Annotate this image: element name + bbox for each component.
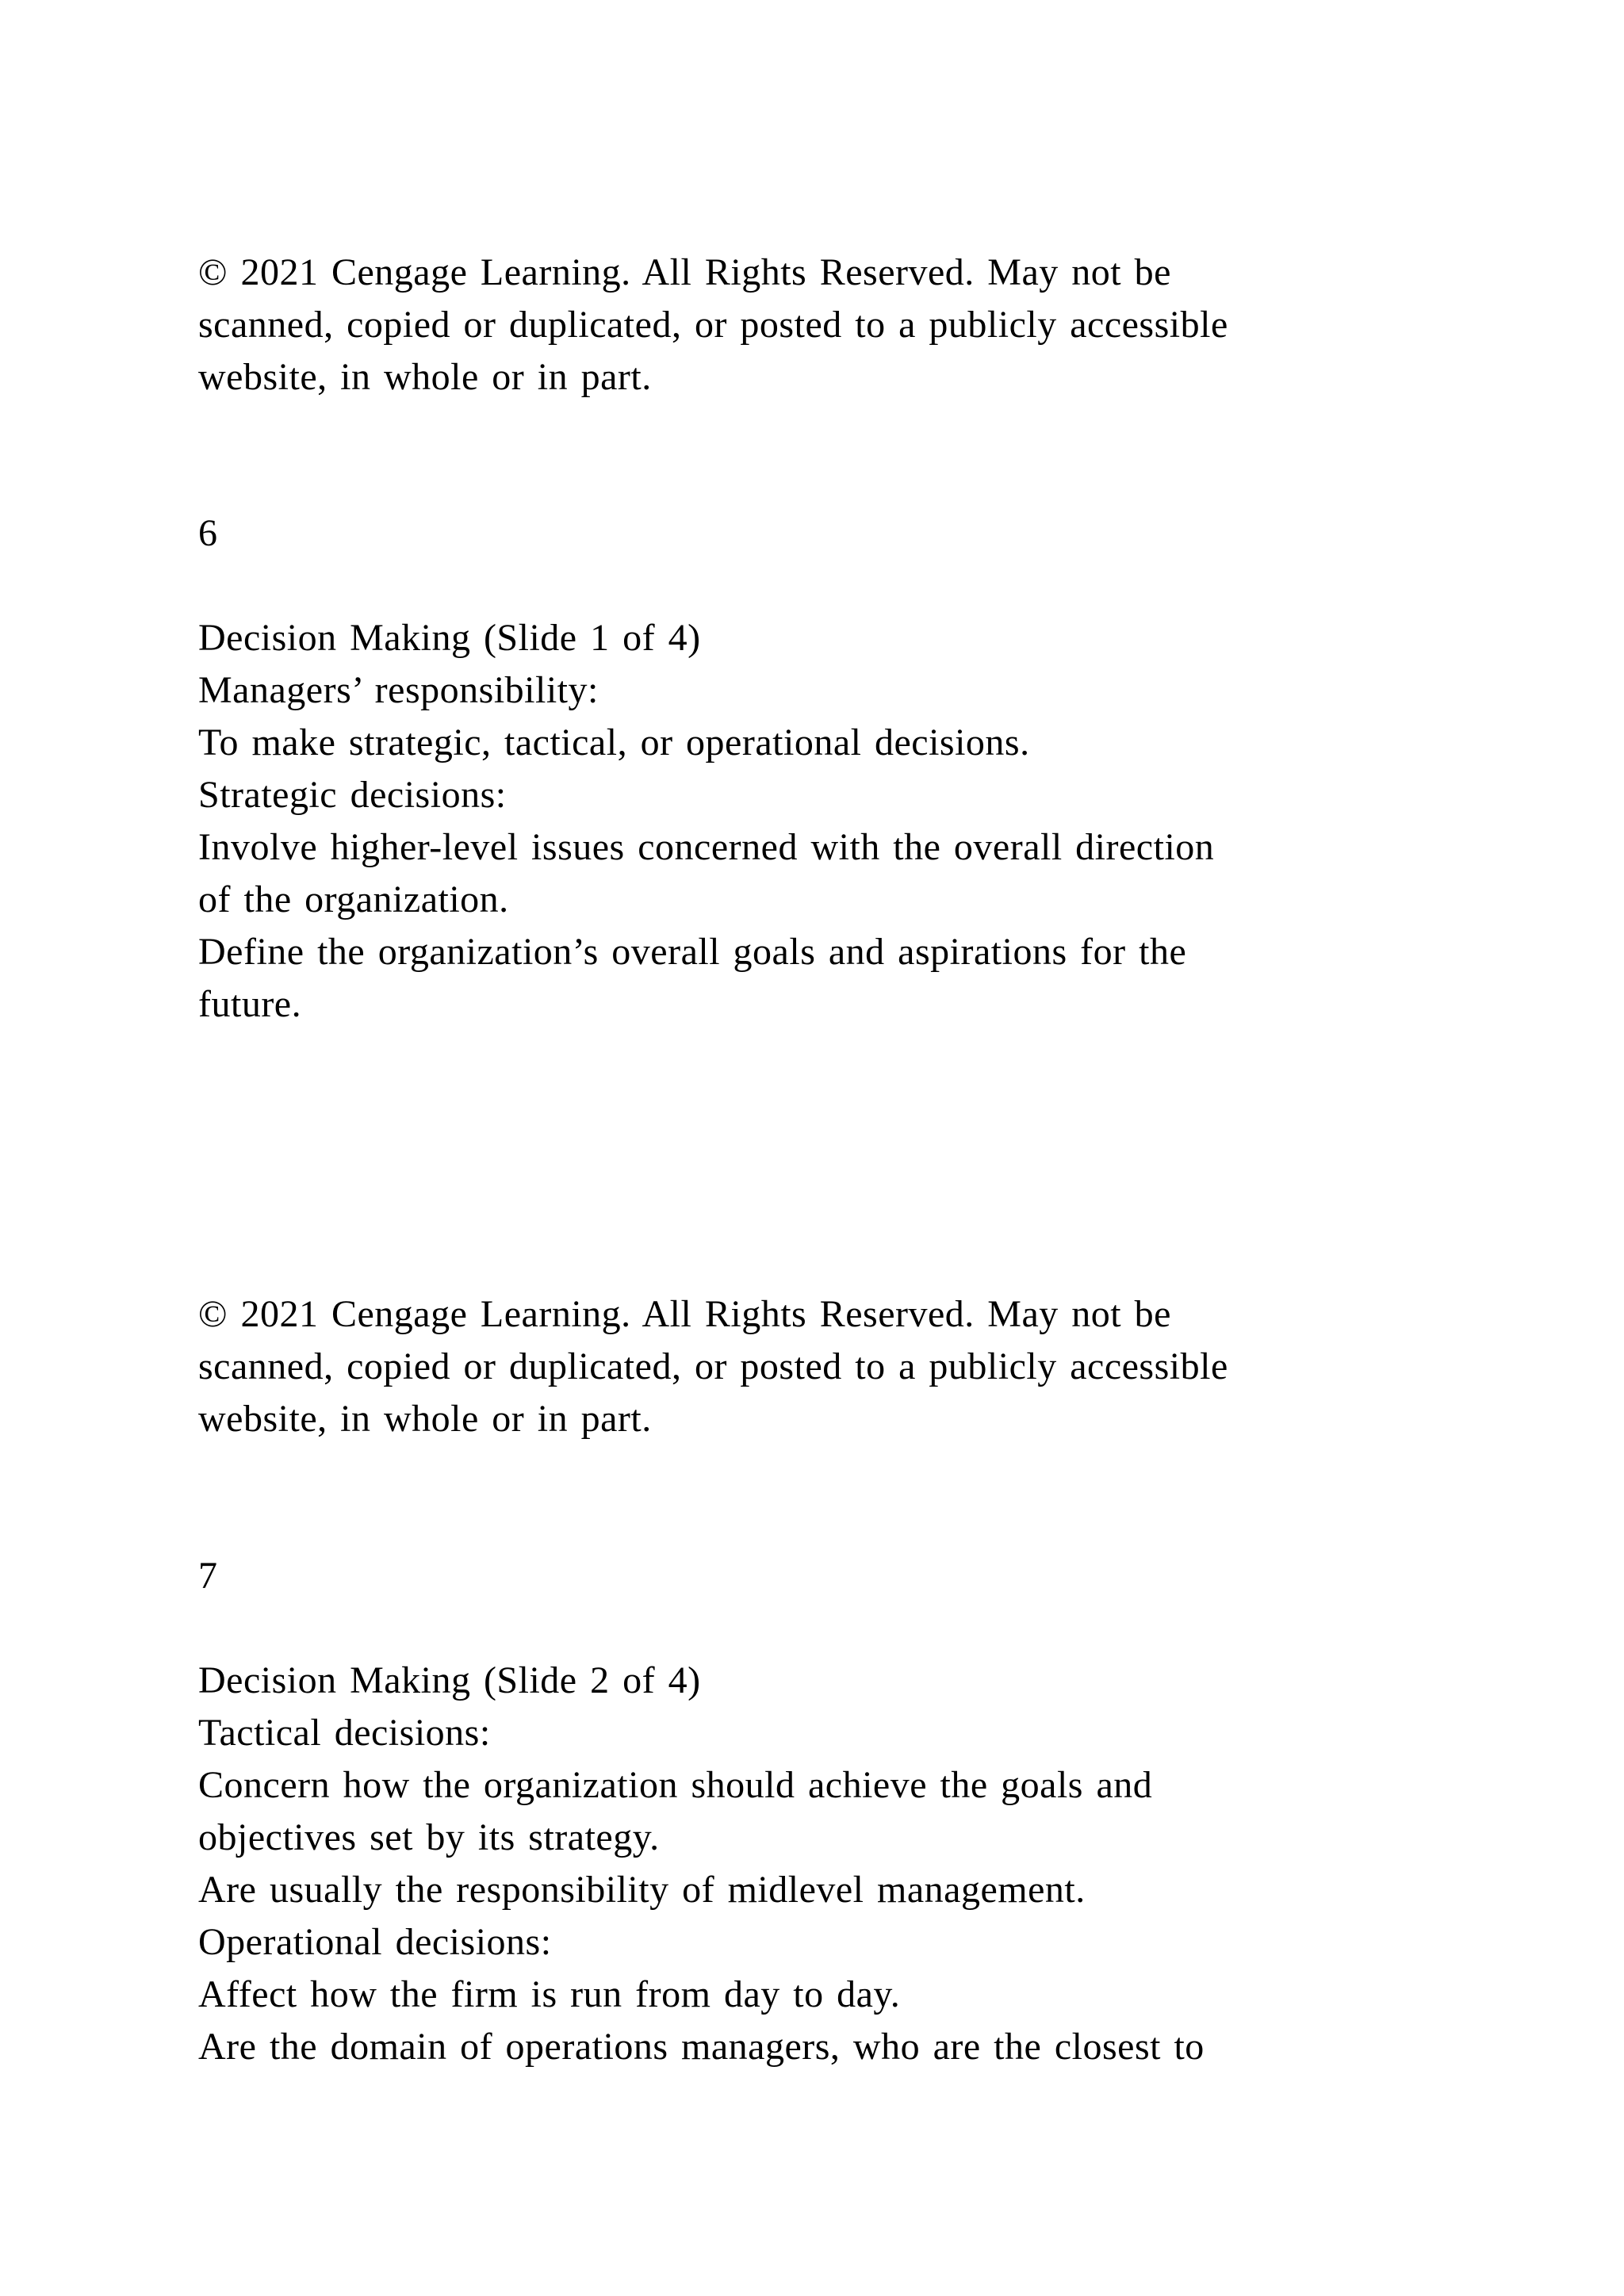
page-number-text: 7 xyxy=(198,1555,218,1597)
page-number xyxy=(198,507,1499,560)
slide-line: Define the organization’s overall goals and aspirations for the xyxy=(198,931,1187,973)
slide-line: Involve higher-level issues concerned with the overall direction xyxy=(198,826,1215,868)
slide-line: Affect how the firm is run from day to day. xyxy=(198,1973,901,2015)
slide-line: To make strategic, tactical, or operational decisions. xyxy=(198,721,1030,763)
notice-line: © 2021 Cengage Learning. All Rights Reserved. May not be xyxy=(198,251,1171,293)
notice-line: website, in whole or in part. xyxy=(198,356,652,398)
slide-title: Decision Making (Slide 1 of 4) xyxy=(198,617,701,659)
slide-line: Are usually the responsibility of midlevel management. xyxy=(198,1869,1086,1911)
slide-line: future. xyxy=(198,983,302,1025)
page-number xyxy=(198,1550,1499,1602)
slide-line: Concern how the organization should achieve the goals and xyxy=(198,1764,1153,1806)
slide-line: Are the domain of operations managers, who are the closest to xyxy=(198,2026,1205,2068)
slide-text xyxy=(198,612,1499,1031)
slide-line: Managers’ responsibility: xyxy=(198,669,599,711)
copyright-notice xyxy=(198,247,1499,404)
slide-line: of the organization. xyxy=(198,878,509,920)
copyright-notice xyxy=(198,1288,1499,1445)
notice-line: scanned, copied or duplicated, or posted to a publicly accessible xyxy=(198,304,1228,346)
slide-title: Decision Making (Slide 2 of 4) xyxy=(198,1659,701,1701)
slide-line: Operational decisions: xyxy=(198,1921,552,1963)
notice-line: website, in whole or in part. xyxy=(198,1398,652,1440)
notice-line: scanned, copied or duplicated, or posted to a publicly accessible xyxy=(198,1345,1228,1387)
slide-line: objectives set by its strategy. xyxy=(198,1816,660,1858)
slide-text xyxy=(198,1655,1499,2073)
slide-line: Tactical decisions: xyxy=(198,1712,491,1754)
page-number-text: 6 xyxy=(198,512,218,554)
notice-line: © 2021 Cengage Learning. All Rights Reserved. May not be xyxy=(198,1293,1171,1335)
slide-line: Strategic decisions: xyxy=(198,774,507,816)
